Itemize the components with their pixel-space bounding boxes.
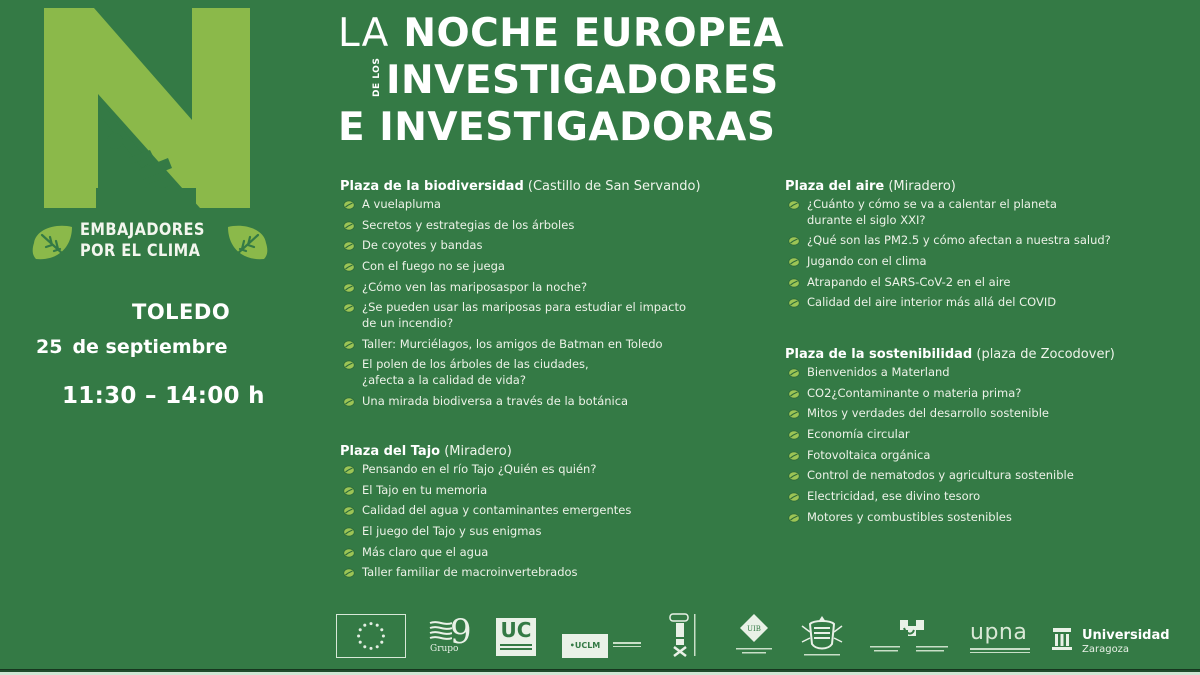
activity-text: Bienvenidos a Materland <box>807 365 950 379</box>
n-logo <box>44 8 252 208</box>
activity-list <box>340 462 631 581</box>
title-investigadores: INVESTIGADORES <box>386 58 779 103</box>
ehu-logo-icon <box>870 616 952 660</box>
activity-text: Mitos y verdades del desarrollo sostenible <box>807 406 1049 421</box>
leaf-bullet-icon <box>343 464 355 474</box>
activity-item <box>340 545 631 561</box>
activity-text: Economía circular <box>807 427 910 442</box>
activity-text: El juego del Tajo y sus enigmas <box>362 524 542 539</box>
activity-text: El Tajo en tu memoria <box>362 482 488 497</box>
activity-item <box>340 357 701 388</box>
page-title <box>338 10 878 151</box>
activity-text: durante el siglo XXI? <box>807 212 926 227</box>
zaragoza-emblem-icon <box>1052 628 1072 654</box>
plaza-name: Plaza de la biodiversidad <box>340 179 524 194</box>
activity-item <box>340 394 701 410</box>
activity-text: Jugando con el clima <box>807 253 927 268</box>
activity-text: Taller: Murciélagos, los amigos de Batman en Toledo <box>362 336 663 351</box>
microscope-icon <box>44 8 252 208</box>
activity-list <box>340 197 701 409</box>
leaf-bullet-icon <box>343 220 355 230</box>
plaza-tajo <box>340 443 631 586</box>
activity-text: CO2¿Contaminante o materia prima? <box>807 385 1022 400</box>
leaf-bullet-icon <box>788 450 800 460</box>
plaza-name: Plaza de la sostenibilidad <box>785 347 973 362</box>
plaza-aire <box>785 178 1111 316</box>
leaf-bullet-icon <box>343 396 355 406</box>
activity-item <box>340 300 701 331</box>
zaragoza-line-2: Zaragoza <box>1082 644 1130 655</box>
activity-text: Electricidad, ese divino tesoro <box>807 489 981 504</box>
activity-item <box>785 468 1115 484</box>
uclm-subtitle <box>613 642 641 652</box>
leaf-icon <box>30 223 74 263</box>
uex-logo <box>668 612 700 658</box>
leaf-bullet-icon <box>788 199 800 209</box>
activity-item <box>785 510 1115 526</box>
activity-item <box>785 448 1115 464</box>
activity-item <box>785 197 1111 228</box>
activity-text: de un incendio? <box>362 315 454 330</box>
activity-item <box>340 483 631 499</box>
waves-icon <box>428 620 452 642</box>
activity-text: Calidad del agua y contaminantes emergentes <box>362 503 632 518</box>
svg-text:UIB: UIB <box>747 625 761 633</box>
leaf-bullet-icon <box>343 240 355 250</box>
plaza-name: Plaza del Tajo <box>340 444 441 459</box>
leaf-bullet-icon <box>788 408 800 418</box>
plaza-sostenibilidad <box>785 346 1115 531</box>
activity-text: ¿Cómo ven las mariposaspor la noche? <box>362 279 588 294</box>
eu-flag-icon <box>336 614 406 658</box>
activity-text: Más claro que el agua <box>362 544 489 559</box>
leaf-bullet-icon <box>343 526 355 536</box>
plaza-title <box>340 178 701 196</box>
plaza-name: Plaza del aire <box>785 179 885 194</box>
activity-item <box>785 489 1115 505</box>
leaf-bullet-icon <box>343 339 355 349</box>
title-investigadoras: E INVESTIGADORAS <box>338 105 776 150</box>
grupo9-number: 9 <box>450 612 472 652</box>
leaf-bullet-icon <box>343 359 355 369</box>
embajadores-badge <box>30 220 270 266</box>
leaf-bullet-icon <box>788 491 800 501</box>
activity-text: Una mirada biodiversa a través de la botánica <box>362 393 629 408</box>
activity-text: Con el fuego no se juega <box>362 259 505 274</box>
badge-line-2: POR EL CLIMA <box>80 241 201 261</box>
leaf-bullet-icon <box>788 256 800 266</box>
plaza-place: (Miradero) <box>444 444 512 459</box>
leaf-bullet-icon <box>343 302 355 312</box>
activity-item <box>340 462 631 478</box>
activity-text: ¿afecta a la calidad de vida? <box>362 372 526 387</box>
activity-item <box>340 259 701 275</box>
title-line-3 <box>338 104 878 151</box>
activity-item <box>340 218 701 234</box>
activity-item <box>785 275 1111 291</box>
activity-item <box>340 565 631 581</box>
event-date <box>36 336 228 358</box>
activity-item <box>785 295 1111 311</box>
leaf-bullet-icon <box>343 261 355 271</box>
bottom-edge <box>0 669 1200 675</box>
leaf-bullet-icon <box>788 235 800 245</box>
activity-item <box>785 427 1115 443</box>
plaza-biodiversidad <box>340 178 701 414</box>
leaf-bullet-icon <box>343 505 355 515</box>
partner-logos <box>330 604 1200 666</box>
activity-text: Motores y combustibles sostenibles <box>807 509 1012 524</box>
leaf-bullet-icon <box>788 388 800 398</box>
leaf-bullet-icon <box>343 282 355 292</box>
leaf-icon <box>226 223 270 263</box>
title-line-1 <box>338 10 878 57</box>
activity-item <box>340 238 701 254</box>
title-de-los-text: DE LOS <box>372 57 382 97</box>
leaf-bullet-icon <box>343 199 355 209</box>
activity-item <box>340 337 701 353</box>
activity-text: ¿Cuánto y cómo se va a calentar el planeta <box>807 197 1057 211</box>
leaf-bullet-icon <box>788 470 800 480</box>
activity-text: A vuelapluma <box>362 197 441 211</box>
zaragoza-line-1: Universidad <box>1082 628 1170 643</box>
leaf-bullet-icon <box>788 367 800 377</box>
title-de-los <box>346 57 382 101</box>
activity-item <box>785 386 1115 402</box>
event-month: de septiembre <box>72 336 228 358</box>
oviedo-crest-icon <box>796 614 848 662</box>
activity-item <box>340 503 631 519</box>
grupo9-logo <box>428 614 476 660</box>
activity-text: Secretos y estrategias de los árboles <box>362 217 575 232</box>
upna-text: upna <box>970 620 1028 645</box>
uc-logo <box>496 618 536 656</box>
plaza-title <box>340 443 631 461</box>
activity-text: Taller familiar de macroinvertebrados <box>362 565 578 580</box>
leaf-bullet-icon <box>343 485 355 495</box>
leaf-bullet-icon <box>788 512 800 522</box>
event-city: TOLEDO <box>132 300 231 324</box>
plaza-place: (Miradero) <box>888 179 956 194</box>
activity-item <box>340 524 631 540</box>
activity-item <box>785 254 1111 270</box>
activity-text: Control de nematodos y agricultura sostenible <box>807 468 1074 483</box>
grupo9-word: Grupo <box>430 644 459 654</box>
zaragoza-logo <box>1052 624 1172 664</box>
leaf-bullet-icon <box>788 277 800 287</box>
plaza-title <box>785 346 1115 364</box>
leaf-bullet-icon <box>343 547 355 557</box>
title-line-2 <box>338 57 878 104</box>
activity-list <box>785 197 1111 311</box>
uc-text: UC <box>500 618 532 642</box>
uclm-logo <box>562 634 608 658</box>
leaf-bullet-icon <box>788 297 800 307</box>
uib-logo <box>732 612 776 662</box>
activity-item <box>785 365 1115 381</box>
activity-item <box>340 280 701 296</box>
plaza-title <box>785 178 1111 196</box>
leaf-bullet-icon <box>343 567 355 577</box>
activity-text: Pensando en el río Tajo ¿Quién es quién? <box>362 462 597 476</box>
title-la: LA <box>338 11 390 56</box>
badge-line-1: EMBAJADORES <box>80 220 205 240</box>
plaza-place: (Castillo de San Servando) <box>527 179 701 194</box>
uclm-text: •UCLM <box>569 641 601 650</box>
upna-subtitle <box>970 648 1030 656</box>
embajadores-text <box>80 220 205 262</box>
activity-text: El polen de los árboles de las ciudades, <box>362 357 589 372</box>
activity-text: De coyotes y bandas <box>362 238 483 253</box>
activity-text: Calidad del aire interior más allá del COVID <box>807 295 1057 310</box>
activity-item <box>785 406 1115 422</box>
activity-text: Fotovoltaica orgánica <box>807 447 931 462</box>
activity-item <box>785 233 1111 249</box>
activity-item <box>340 197 701 213</box>
activity-list <box>785 365 1115 525</box>
plaza-place: (plaza de Zocodover) <box>976 347 1115 362</box>
activity-text: ¿Qué son las PM2.5 y cómo afectan a nuestra salud? <box>807 233 1111 248</box>
uc-subtitle <box>500 644 532 646</box>
title-noche-europea: NOCHE EUROPEA <box>403 11 785 56</box>
event-time: 11:30 – 14:00 h <box>62 383 265 409</box>
activity-text: ¿Se pueden usar las mariposas para estudiar el impacto <box>362 300 687 315</box>
event-day: 25 <box>36 336 63 358</box>
activity-text: Atrapando el SARS-CoV-2 en el aire <box>807 274 1011 289</box>
leaf-bullet-icon <box>788 429 800 439</box>
